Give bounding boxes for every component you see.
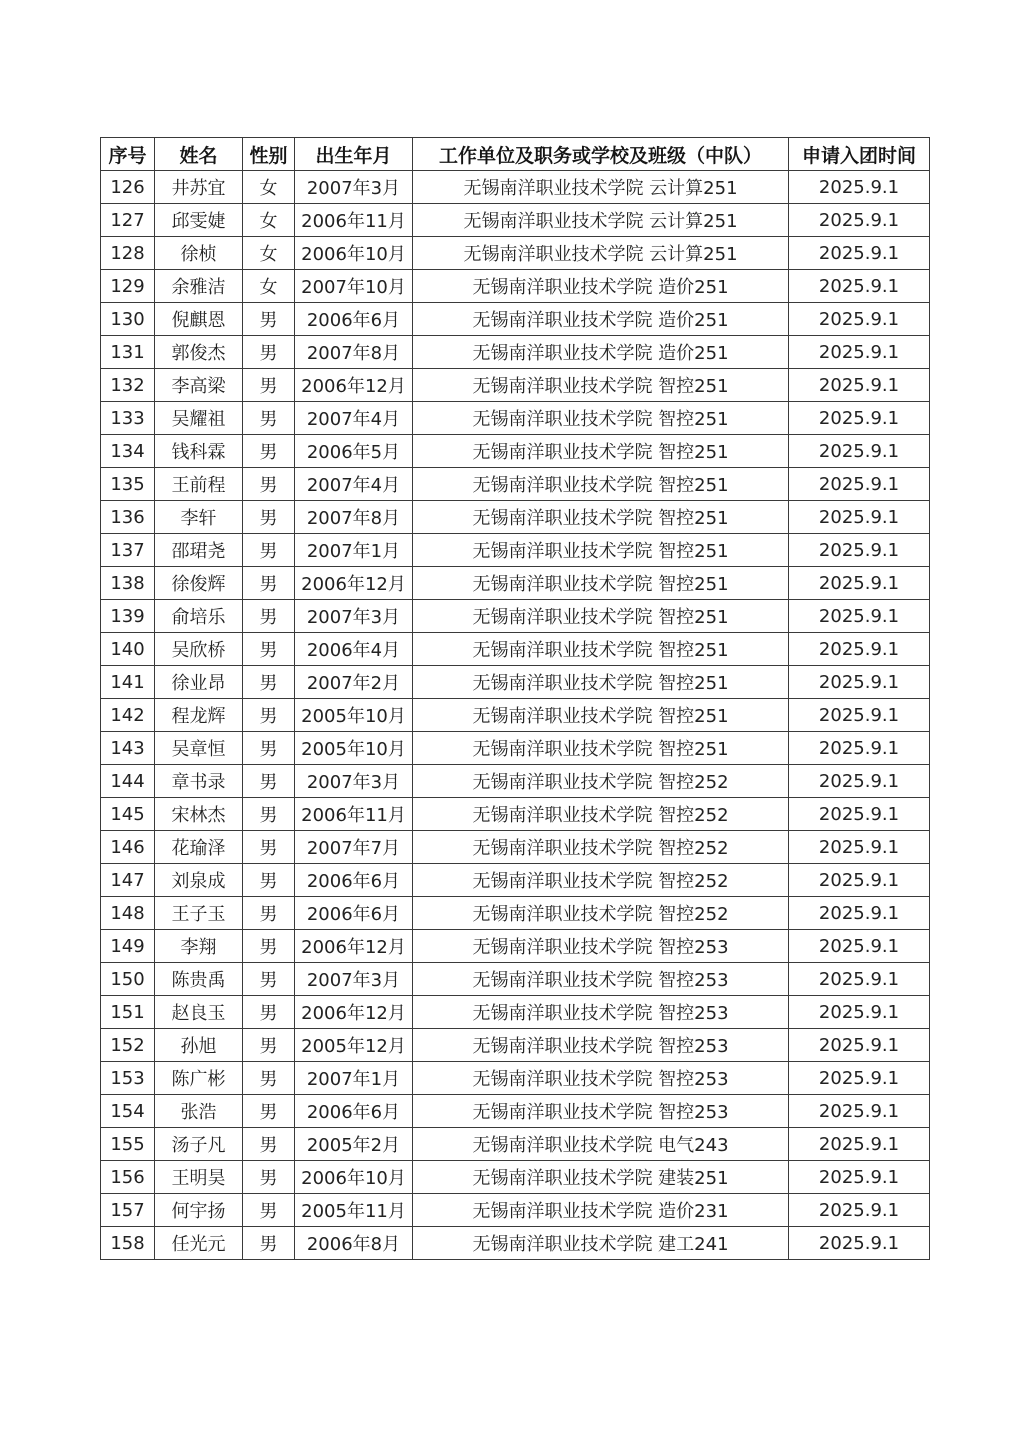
cell-application-date: 2025.9.1 [789,1029,930,1062]
table-row [101,765,930,798]
cell-birth-month: 2005年2月 [295,1128,413,1161]
cell-name: 程龙辉 [155,699,243,732]
cell-school-class: 无锡南洋职业技术学院 电气243 [413,1128,789,1161]
cell-name: 李轩 [155,501,243,534]
cell-birth-month: 2007年10月 [295,270,413,303]
cell-application-date: 2025.9.1 [789,996,930,1029]
cell-gender: 男 [243,732,295,765]
cell-serial-number: 141 [101,666,155,699]
cell-school-class: 无锡南洋职业技术学院 智控251 [413,600,789,633]
cell-name: 王前程 [155,468,243,501]
cell-name: 赵良玉 [155,996,243,1029]
cell-application-date: 2025.9.1 [789,336,930,369]
cell-name: 刘泉成 [155,864,243,897]
cell-gender: 男 [243,633,295,666]
cell-gender: 女 [243,204,295,237]
cell-name: 邵珺尧 [155,534,243,567]
cell-gender: 男 [243,831,295,864]
table-row [101,600,930,633]
cell-school-class: 无锡南洋职业技术学院 智控251 [413,633,789,666]
cell-name: 孙旭 [155,1029,243,1062]
cell-name: 钱科霖 [155,435,243,468]
table-row [101,633,930,666]
cell-gender: 女 [243,171,295,204]
cell-school-class: 无锡南洋职业技术学院 智控251 [413,567,789,600]
cell-name: 俞培乐 [155,600,243,633]
header-name: 姓名 [155,138,243,171]
cell-serial-number: 144 [101,765,155,798]
cell-birth-month: 2006年6月 [295,1095,413,1128]
cell-name: 井苏宜 [155,171,243,204]
cell-serial-number: 151 [101,996,155,1029]
cell-school-class: 无锡南洋职业技术学院 智控252 [413,897,789,930]
cell-serial-number: 137 [101,534,155,567]
cell-name: 王子玉 [155,897,243,930]
cell-school-class: 无锡南洋职业技术学院 建装251 [413,1161,789,1194]
cell-serial-number: 146 [101,831,155,864]
cell-school-class: 无锡南洋职业技术学院 智控253 [413,930,789,963]
cell-application-date: 2025.9.1 [789,1095,930,1128]
cell-serial-number: 135 [101,468,155,501]
table-row [101,204,930,237]
cell-gender: 男 [243,798,295,831]
cell-birth-month: 2007年3月 [295,765,413,798]
cell-birth-month: 2006年10月 [295,1161,413,1194]
cell-birth-month: 2006年5月 [295,435,413,468]
cell-school-class: 无锡南洋职业技术学院 智控253 [413,996,789,1029]
cell-birth-month: 2007年8月 [295,336,413,369]
cell-gender: 男 [243,1128,295,1161]
cell-application-date: 2025.9.1 [789,666,930,699]
cell-birth-month: 2007年2月 [295,666,413,699]
cell-serial-number: 136 [101,501,155,534]
cell-serial-number: 153 [101,1062,155,1095]
header-school-class: 工作单位及职务或学校及班级（中队） [413,138,789,171]
cell-gender: 男 [243,600,295,633]
cell-name: 徐桢 [155,237,243,270]
cell-gender: 男 [243,1095,295,1128]
table-row [101,798,930,831]
applicant-list-sheet [100,137,929,1260]
cell-gender: 男 [243,534,295,567]
cell-birth-month: 2005年10月 [295,732,413,765]
cell-school-class: 无锡南洋职业技术学院 智控252 [413,864,789,897]
cell-serial-number: 157 [101,1194,155,1227]
table-row [101,270,930,303]
cell-school-class: 无锡南洋职业技术学院 智控251 [413,732,789,765]
cell-application-date: 2025.9.1 [789,369,930,402]
cell-application-date: 2025.9.1 [789,1227,930,1260]
cell-birth-month: 2006年6月 [295,897,413,930]
table-row [101,1194,930,1227]
cell-application-date: 2025.9.1 [789,699,930,732]
cell-serial-number: 131 [101,336,155,369]
cell-serial-number: 127 [101,204,155,237]
cell-birth-month: 2007年4月 [295,468,413,501]
table-header-row [101,138,930,171]
cell-school-class: 无锡南洋职业技术学院 智控252 [413,831,789,864]
cell-birth-month: 2007年1月 [295,1062,413,1095]
cell-serial-number: 133 [101,402,155,435]
table-row [101,1128,930,1161]
cell-application-date: 2025.9.1 [789,1062,930,1095]
table-row [101,171,930,204]
cell-birth-month: 2006年10月 [295,237,413,270]
table-row [101,402,930,435]
cell-birth-month: 2005年11月 [295,1194,413,1227]
cell-serial-number: 129 [101,270,155,303]
cell-school-class: 无锡南洋职业技术学院 云计算251 [413,171,789,204]
cell-birth-month: 2005年10月 [295,699,413,732]
cell-birth-month: 2006年11月 [295,204,413,237]
cell-birth-month: 2006年6月 [295,864,413,897]
table-row [101,435,930,468]
cell-application-date: 2025.9.1 [789,732,930,765]
cell-birth-month: 2006年8月 [295,1227,413,1260]
table-row [101,336,930,369]
applicant-table [100,137,930,1260]
cell-name: 何宇扬 [155,1194,243,1227]
cell-name: 任光元 [155,1227,243,1260]
cell-birth-month: 2005年12月 [295,1029,413,1062]
cell-application-date: 2025.9.1 [789,171,930,204]
cell-serial-number: 130 [101,303,155,336]
cell-gender: 男 [243,1062,295,1095]
table-row [101,468,930,501]
cell-school-class: 无锡南洋职业技术学院 智控251 [413,435,789,468]
cell-gender: 男 [243,567,295,600]
cell-school-class: 无锡南洋职业技术学院 智控253 [413,963,789,996]
cell-serial-number: 150 [101,963,155,996]
cell-application-date: 2025.9.1 [789,402,930,435]
cell-application-date: 2025.9.1 [789,1194,930,1227]
cell-gender: 男 [243,963,295,996]
cell-serial-number: 158 [101,1227,155,1260]
cell-school-class: 无锡南洋职业技术学院 智控251 [413,369,789,402]
cell-school-class: 无锡南洋职业技术学院 智控251 [413,699,789,732]
cell-application-date: 2025.9.1 [789,1161,930,1194]
cell-serial-number: 138 [101,567,155,600]
cell-birth-month: 2006年12月 [295,930,413,963]
cell-name: 王明昊 [155,1161,243,1194]
cell-school-class: 无锡南洋职业技术学院 造价251 [413,270,789,303]
cell-gender: 男 [243,996,295,1029]
cell-application-date: 2025.9.1 [789,270,930,303]
table-row [101,897,930,930]
cell-birth-month: 2006年12月 [295,567,413,600]
cell-birth-month: 2007年8月 [295,501,413,534]
table-row [101,1095,930,1128]
cell-application-date: 2025.9.1 [789,930,930,963]
cell-serial-number: 152 [101,1029,155,1062]
table-row [101,732,930,765]
cell-name: 吴章恒 [155,732,243,765]
cell-gender: 男 [243,336,295,369]
table-row [101,666,930,699]
cell-name: 郭俊杰 [155,336,243,369]
cell-application-date: 2025.9.1 [789,765,930,798]
cell-application-date: 2025.9.1 [789,600,930,633]
cell-school-class: 无锡南洋职业技术学院 智控252 [413,798,789,831]
table-row [101,501,930,534]
cell-school-class: 无锡南洋职业技术学院 建工241 [413,1227,789,1260]
cell-serial-number: 145 [101,798,155,831]
cell-application-date: 2025.9.1 [789,831,930,864]
cell-school-class: 无锡南洋职业技术学院 造价231 [413,1194,789,1227]
cell-gender: 男 [243,666,295,699]
header-gender: 性别 [243,138,295,171]
cell-application-date: 2025.9.1 [789,534,930,567]
table-row [101,963,930,996]
table-row [101,1062,930,1095]
header-birth-month: 出生年月 [295,138,413,171]
cell-birth-month: 2007年4月 [295,402,413,435]
cell-gender: 男 [243,864,295,897]
header-application-date: 申请入团时间 [789,138,930,171]
cell-gender: 男 [243,369,295,402]
cell-school-class: 无锡南洋职业技术学院 云计算251 [413,237,789,270]
cell-application-date: 2025.9.1 [789,864,930,897]
cell-name: 吴耀祖 [155,402,243,435]
cell-gender: 男 [243,468,295,501]
cell-school-class: 无锡南洋职业技术学院 智控251 [413,402,789,435]
table-row [101,996,930,1029]
cell-birth-month: 2007年3月 [295,963,413,996]
cell-gender: 男 [243,897,295,930]
cell-name: 倪麒恩 [155,303,243,336]
cell-serial-number: 142 [101,699,155,732]
cell-school-class: 无锡南洋职业技术学院 智控251 [413,468,789,501]
cell-application-date: 2025.9.1 [789,1128,930,1161]
cell-birth-month: 2006年12月 [295,369,413,402]
cell-school-class: 无锡南洋职业技术学院 智控251 [413,501,789,534]
cell-gender: 女 [243,237,295,270]
cell-gender: 男 [243,435,295,468]
cell-gender: 男 [243,1161,295,1194]
cell-school-class: 无锡南洋职业技术学院 智控253 [413,1029,789,1062]
cell-name: 陈广彬 [155,1062,243,1095]
cell-application-date: 2025.9.1 [789,897,930,930]
cell-name: 张浩 [155,1095,243,1128]
table-row [101,864,930,897]
cell-serial-number: 132 [101,369,155,402]
cell-name: 宋林杰 [155,798,243,831]
cell-name: 章书录 [155,765,243,798]
cell-gender: 男 [243,1029,295,1062]
cell-name: 李高梁 [155,369,243,402]
table-row [101,534,930,567]
cell-birth-month: 2007年3月 [295,171,413,204]
cell-birth-month: 2007年1月 [295,534,413,567]
cell-serial-number: 154 [101,1095,155,1128]
cell-gender: 女 [243,270,295,303]
cell-birth-month: 2006年11月 [295,798,413,831]
cell-serial-number: 139 [101,600,155,633]
cell-school-class: 无锡南洋职业技术学院 智控253 [413,1062,789,1095]
cell-name: 徐俊辉 [155,567,243,600]
cell-serial-number: 155 [101,1128,155,1161]
cell-school-class: 无锡南洋职业技术学院 智控252 [413,765,789,798]
table-row [101,237,930,270]
cell-name: 徐业昂 [155,666,243,699]
cell-gender: 男 [243,1227,295,1260]
cell-serial-number: 128 [101,237,155,270]
cell-serial-number: 148 [101,897,155,930]
cell-application-date: 2025.9.1 [789,633,930,666]
cell-name: 吴欣桥 [155,633,243,666]
table-body [101,171,930,1260]
table-row [101,831,930,864]
cell-serial-number: 140 [101,633,155,666]
cell-school-class: 无锡南洋职业技术学院 云计算251 [413,204,789,237]
cell-application-date: 2025.9.1 [789,303,930,336]
cell-serial-number: 156 [101,1161,155,1194]
cell-name: 花瑜泽 [155,831,243,864]
cell-serial-number: 126 [101,171,155,204]
header-serial-number: 序号 [101,138,155,171]
cell-application-date: 2025.9.1 [789,204,930,237]
cell-gender: 男 [243,1194,295,1227]
cell-birth-month: 2007年7月 [295,831,413,864]
cell-birth-month: 2006年6月 [295,303,413,336]
cell-application-date: 2025.9.1 [789,237,930,270]
cell-birth-month: 2006年12月 [295,996,413,1029]
cell-application-date: 2025.9.1 [789,501,930,534]
cell-serial-number: 147 [101,864,155,897]
cell-school-class: 无锡南洋职业技术学院 造价251 [413,336,789,369]
table-row [101,567,930,600]
table-row [101,1029,930,1062]
cell-name: 余雅洁 [155,270,243,303]
table-row [101,303,930,336]
cell-school-class: 无锡南洋职业技术学院 智控251 [413,666,789,699]
cell-birth-month: 2006年4月 [295,633,413,666]
cell-application-date: 2025.9.1 [789,468,930,501]
cell-birth-month: 2007年3月 [295,600,413,633]
cell-gender: 男 [243,303,295,336]
cell-serial-number: 134 [101,435,155,468]
cell-school-class: 无锡南洋职业技术学院 智控251 [413,534,789,567]
cell-application-date: 2025.9.1 [789,798,930,831]
table-row [101,699,930,732]
cell-gender: 男 [243,699,295,732]
cell-name: 邱雯婕 [155,204,243,237]
cell-name: 汤子凡 [155,1128,243,1161]
table-row [101,1161,930,1194]
table-row [101,369,930,402]
cell-gender: 男 [243,765,295,798]
cell-application-date: 2025.9.1 [789,963,930,996]
cell-gender: 男 [243,930,295,963]
table-row [101,1227,930,1260]
cell-name: 陈贵禹 [155,963,243,996]
cell-gender: 男 [243,402,295,435]
cell-serial-number: 149 [101,930,155,963]
cell-gender: 男 [243,501,295,534]
cell-serial-number: 143 [101,732,155,765]
cell-name: 李翔 [155,930,243,963]
cell-application-date: 2025.9.1 [789,435,930,468]
cell-school-class: 无锡南洋职业技术学院 造价251 [413,303,789,336]
table-row [101,930,930,963]
cell-school-class: 无锡南洋职业技术学院 智控253 [413,1095,789,1128]
cell-application-date: 2025.9.1 [789,567,930,600]
